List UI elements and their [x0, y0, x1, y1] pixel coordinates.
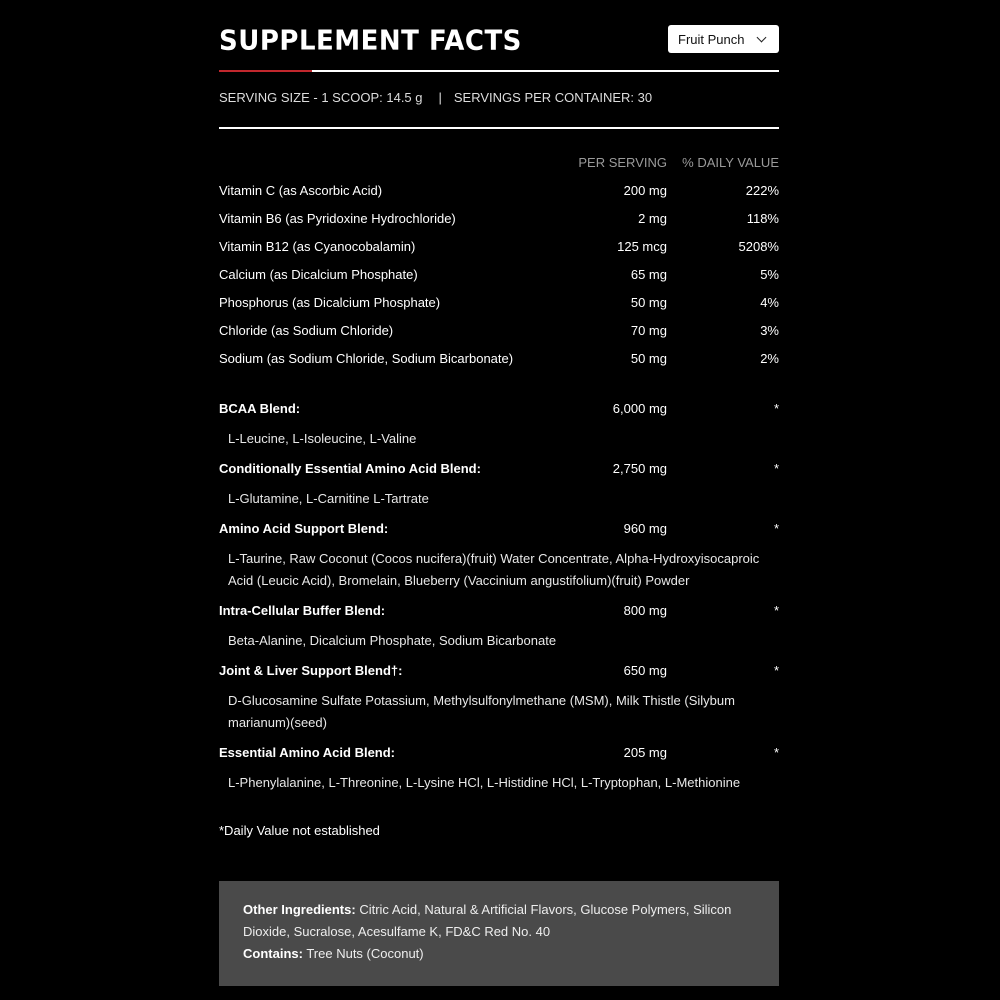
other-ingredients: [243, 899, 755, 943]
blend-daily-value: *: [773, 521, 779, 536]
blend-name: Amino Acid Support Blend:: [219, 521, 389, 536]
nutrient-name: Phosphorus (as Dicalcium Phosphate): [219, 295, 441, 310]
nutrient-amount: 50 mg: [630, 351, 667, 366]
blend-row: [219, 663, 779, 683]
blend-amount: 6,000 mg: [612, 401, 667, 416]
blend-amount: 2,750 mg: [612, 461, 667, 476]
nutrient-row: [219, 239, 779, 259]
accent-divider: [219, 70, 312, 72]
other-ingredients-label: Other Ingredients:: [243, 902, 356, 917]
blend-amount: 960 mg: [623, 521, 667, 536]
blend-ingredients: L-Taurine, Raw Coconut (Cocos nucifera)(fruit) Water Concentrate, Alpha-Hydroxyisocaproic Acid (Leucic Acid), Bromelain, Blueberry (Vaccinium angustifolium)(fruit) Powder: [228, 551, 760, 588]
nutrient-row: [219, 183, 779, 203]
blend-row: [219, 745, 779, 765]
blend-amount: 800 mg: [623, 603, 667, 618]
blend-daily-value: *: [773, 461, 779, 476]
flavor-select-value: Fruit Punch: [678, 31, 745, 47]
blend-ingredients: D-Glucosamine Sulfate Potassium, Methylsulfonylmethane (MSM), Milk Thistle (Silybum marianum)(seed): [228, 693, 735, 730]
serving-separator: |: [438, 90, 442, 105]
nutrient-daily-value: 2%: [760, 351, 779, 366]
serving-info: [219, 90, 652, 105]
nutrient-row: [219, 323, 779, 343]
blend-ingredients: L-Glutamine, L-Carnitine L-Tartrate: [228, 491, 429, 506]
blend-amount: 650 mg: [623, 663, 667, 678]
nutrient-amount: 200 mg: [623, 183, 667, 198]
allergen-contains: [243, 943, 755, 965]
blend-ingredients: Beta-Alanine, Dicalcium Phosphate, Sodium Bicarbonate: [228, 633, 557, 648]
nutrient-amount: 125 mcg: [617, 239, 667, 254]
nutrient-daily-value: 5%: [760, 267, 779, 282]
column-header-daily-value: % DAILY VALUE: [682, 155, 779, 170]
servings-per-container: SERVINGS PER CONTAINER: 30: [453, 90, 653, 105]
blend-ingredients: L-Phenylalanine, L-Threonine, L-Lysine HCl, L-Histidine HCl, L-Tryptophan, L-Methionine: [228, 775, 741, 790]
nutrient-name: Vitamin B12 (as Cyanocobalamin): [219, 239, 416, 254]
blend-name: Essential Amino Acid Blend:: [219, 745, 396, 760]
nutrient-name: Chloride (as Sodium Chloride): [219, 323, 394, 338]
nutrient-name: Sodium (as Sodium Chloride, Sodium Bicarbonate): [219, 351, 514, 366]
nutrient-daily-value: 222%: [745, 183, 779, 198]
nutrient-name: Vitamin C (as Ascorbic Acid): [219, 183, 383, 198]
blend-ingredients: L-Leucine, L-Isoleucine, L-Valine: [228, 431, 417, 446]
page-title: SUPPLEMENT FACTS: [219, 25, 522, 57]
nutrient-amount: 65 mg: [630, 267, 667, 282]
blend-name: Joint & Liver Support Blend†:: [219, 663, 403, 678]
contains-label: Contains:: [243, 946, 303, 961]
nutrient-amount: 2 mg: [638, 211, 667, 226]
nutrient-name: Calcium (as Dicalcium Phosphate): [219, 267, 418, 282]
blend-row: [219, 521, 779, 541]
blend-daily-value: *: [773, 401, 779, 416]
nutrient-amount: 70 mg: [630, 323, 667, 338]
blend-daily-value: *: [773, 745, 779, 760]
serving-divider: [219, 127, 779, 129]
blend-name: Intra-Cellular Buffer Blend:: [219, 603, 386, 618]
blend-daily-value: *: [773, 603, 779, 618]
serving-size: SERVING SIZE - 1 SCOOP: 14.5 g: [219, 90, 423, 105]
blend-row: [219, 461, 779, 481]
contains-text: Tree Nuts (Coconut): [306, 946, 424, 961]
blend-row: [219, 603, 779, 623]
other-ingredients-text: Citric Acid, Natural & Artificial Flavors, Glucose Polymers, Silicon Dioxide, Sucralose, Acesulfame K, FD&C Red No. 40: [243, 902, 732, 939]
blend-name: Conditionally Essential Amino Acid Blend:: [219, 461, 481, 476]
daily-value-footnote: *Daily Value not established: [219, 823, 380, 838]
other-ingredients-box: [219, 881, 779, 986]
nutrient-row: [219, 267, 779, 287]
blend-row: [219, 401, 779, 421]
nutrient-daily-value: 5208%: [738, 239, 779, 254]
nutrient-row: [219, 211, 779, 231]
nutrient-amount: 50 mg: [630, 295, 667, 310]
blend-name: BCAA Blend:: [219, 401, 301, 416]
blend-daily-value: *: [773, 663, 779, 678]
nutrient-name: Vitamin B6 (as Pyridoxine Hydrochloride): [219, 211, 456, 226]
nutrient-daily-value: 4%: [760, 295, 779, 310]
nutrient-row: [219, 351, 779, 371]
nutrient-daily-value: 118%: [746, 211, 779, 226]
nutrient-row: [219, 295, 779, 315]
column-header-per-serving: PER SERVING: [578, 155, 667, 170]
chevron-down-icon: [757, 32, 767, 42]
nutrient-daily-value: 3%: [760, 323, 779, 338]
blend-amount: 205 mg: [623, 745, 667, 760]
flavor-select[interactable]: [668, 25, 779, 53]
